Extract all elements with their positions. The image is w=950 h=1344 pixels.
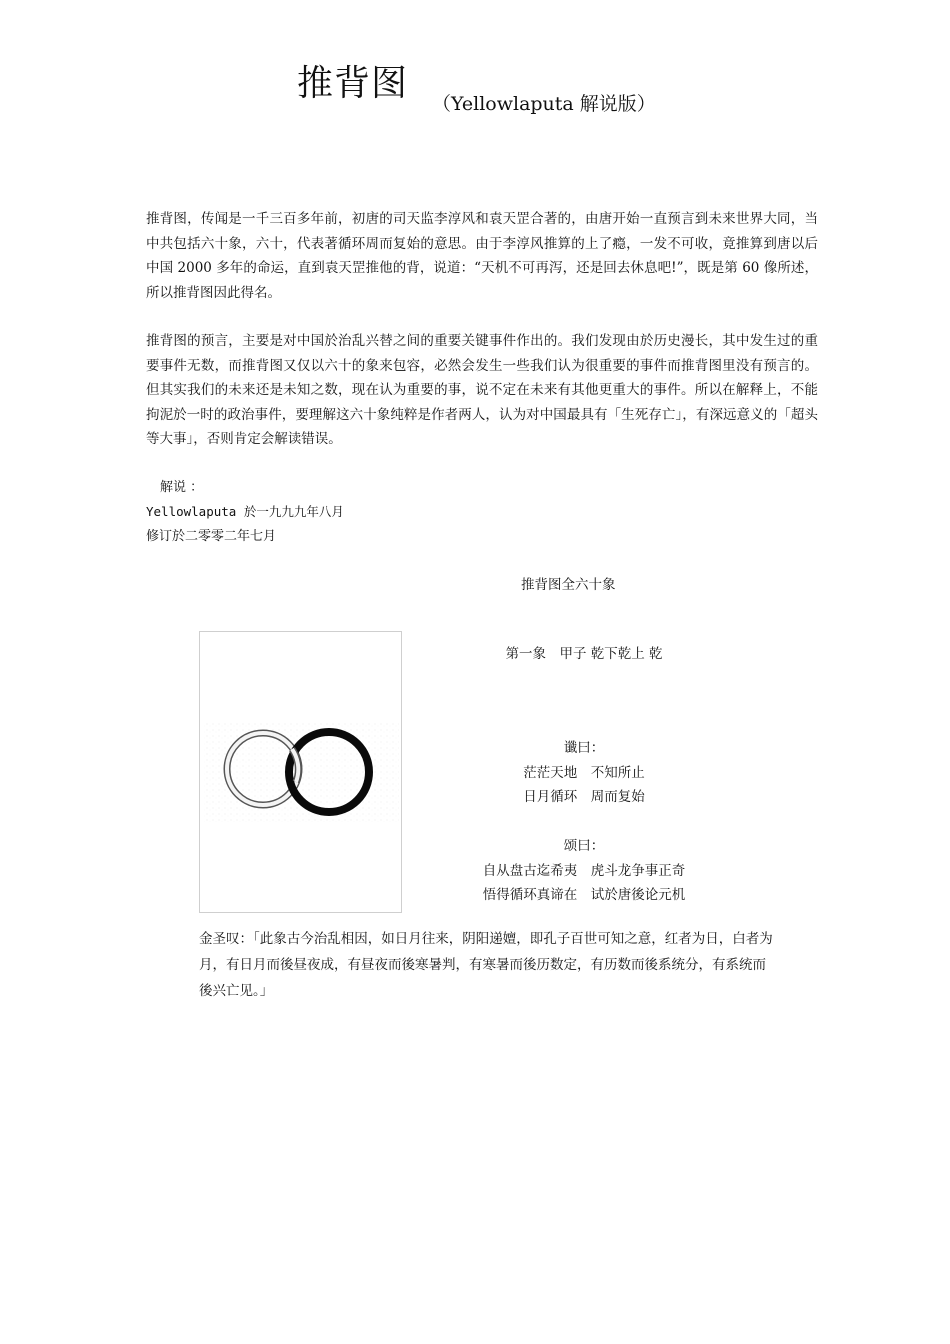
intro-paragraph-2: 推背图的预言，主要是对中国於治乱兴替之间的重要关键事件作出的。我们发现由於历史漫长，其中发生过的重要事件无数，而推背图又仅以六十的象来包容，必然会发生一些我们认为很重要的事件而推背图里没有预言的。但其实我们的未来还是未知之数，现在认为重要的事，说不定在未来有其他更重大的事件。所以在解释上，不能拘泥於一时的政治事件，要理解这六十象纯粹是作者两人，认为对中国最具有「生死存亡」，有深远意义的「超头等大事」，否则肯定会解读错误。	[146, 333, 818, 447]
author-line: Yellowlaputa 於一九九九年八月	[146, 504, 344, 519]
section-heading: 推背图全六十象	[521, 577, 616, 593]
verse-label: 颂曰：	[563, 838, 605, 854]
entry-heading: 第一象 甲子 乾下乾上 乾	[505, 646, 663, 662]
verse-block	[410, 834, 758, 908]
prophecy-illustration	[199, 631, 402, 913]
prophecy-block	[410, 736, 758, 810]
revision-line: 修订於二零零二年七月	[146, 529, 277, 544]
document-subtitle: （Yellowlaputa 解说版）	[432, 93, 656, 115]
verse-line: 自从盘古迄希夷 虎斗龙争事正奇	[482, 862, 686, 879]
prophecy-label: 谶曰：	[563, 740, 605, 756]
intro-paragraph-1: 推背图，传闻是一千三百多年前，初唐的司天监李淳风和袁天罡合著的，由唐开始一直预言到未来世界大同，当中共包括六十象，六十，代表著循环周而复始的意思。由于李淳风推算的上了瘾，一发不可收，竟推算到唐以后中国 2000 多年的命运，直到袁天罡推他的背，说道：“天机不可再泻，还是回去休息吧!”，既是第 60 像所述，所以推背图因此得名。	[146, 211, 818, 301]
prophecy-line: 日月循环 周而复始	[523, 789, 645, 805]
jin-shengtan-commentary: 金圣叹：「此象古今治乱相因，如日月往来，阴阳递嬗，即孔子百世可知之意，红者为日，白者为月，有日月而後昼夜成，有昼夜而後寒暑判，有寒暑而後历数定，有历数而後系统分，有系统而後兴亡见。」	[199, 931, 773, 999]
verse-line: 悟得循环真谛在 试於唐後论元机	[482, 887, 686, 903]
interlocking-rings-icon	[200, 632, 403, 914]
document-title: 推背图	[297, 63, 409, 104]
commentary-label: 解说 ：	[160, 480, 204, 495]
prophecy-line: 茫茫天地 不知所止	[523, 764, 645, 781]
